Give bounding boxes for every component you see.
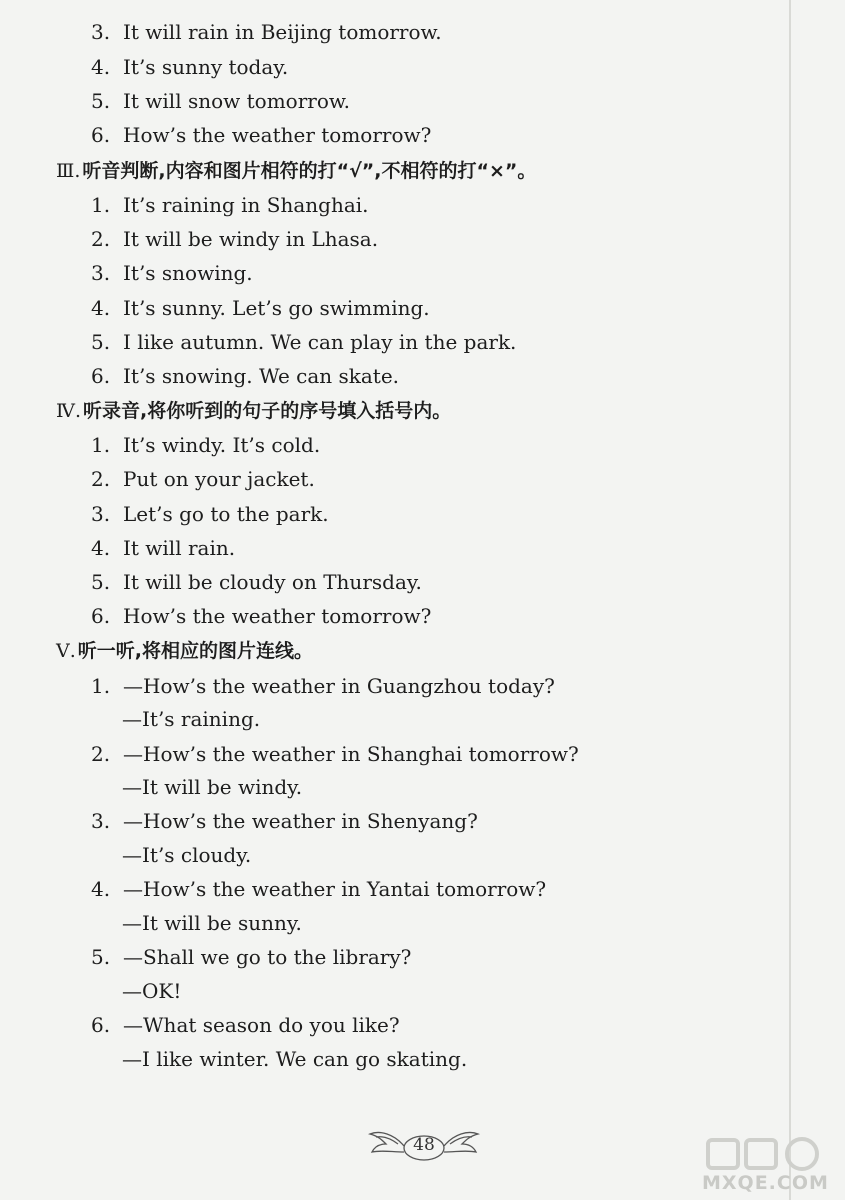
- item-number: 4.: [91, 536, 111, 560]
- item-number: 6.: [91, 123, 111, 147]
- item-number: 5.: [91, 330, 111, 354]
- item-text: It’s raining in Shanghai.: [123, 193, 369, 217]
- item-number: 2.: [91, 227, 111, 251]
- section-numeral: Ⅳ.: [56, 400, 82, 422]
- dialogue-answer: —It’s raining.: [122, 707, 261, 731]
- section-numeral: Ⅴ.: [56, 640, 76, 662]
- section-title: 听音判断,内容和图片相符的打“√”,不相符的打“×”。: [82, 160, 537, 182]
- item-text: It will be cloudy on Thursday.: [123, 570, 422, 594]
- list-item: [91, 466, 315, 492]
- item-text: It’s snowing.: [123, 261, 253, 285]
- item-text: —Shall we go to the library?: [123, 945, 412, 969]
- item-text: —How’s the weather in Shanghai tomorrow?: [123, 742, 579, 766]
- item-text: It will be windy in Lhasa.: [123, 227, 379, 251]
- section-heading-3: [56, 158, 536, 184]
- list-item: [91, 295, 430, 321]
- section-title: 听一听,将相应的图片连线。: [77, 640, 313, 662]
- item-number: 3.: [91, 20, 111, 44]
- watermark-text: MXQE.COM: [702, 1172, 829, 1194]
- list-item: [91, 535, 235, 561]
- dialogue-question: [91, 876, 546, 902]
- item-text: —How’s the weather in Guangzhou today?: [123, 674, 555, 698]
- item-number: 6.: [91, 604, 111, 628]
- list-item: [91, 88, 350, 114]
- dialogue-answer: —It’s cloudy.: [122, 843, 252, 867]
- item-number: 1.: [91, 433, 111, 457]
- dialogue-question: [91, 944, 411, 970]
- list-item: [91, 501, 329, 527]
- dialogue-question: [91, 673, 555, 699]
- item-number: 5.: [91, 570, 111, 594]
- dialogue-question: [91, 741, 579, 767]
- list-item: [91, 603, 431, 629]
- list-item: [91, 226, 378, 252]
- item-text: It’s snowing. We can skate.: [123, 364, 400, 388]
- item-text: It will snow tomorrow.: [123, 89, 350, 113]
- list-item: [91, 363, 399, 389]
- item-number: 4.: [91, 877, 111, 901]
- item-number: 4.: [91, 55, 111, 79]
- list-item: [91, 122, 431, 148]
- list-item: [91, 569, 422, 595]
- item-number: 2.: [91, 467, 111, 491]
- item-text: How’s the weather tomorrow?: [123, 604, 432, 628]
- item-text: —How’s the weather in Yantai tomorrow?: [123, 877, 547, 901]
- item-text: —How’s the weather in Shenyang?: [123, 809, 478, 833]
- list-item: [91, 260, 253, 286]
- item-number: 6.: [91, 364, 111, 388]
- list-item: [91, 19, 442, 45]
- item-text: Put on your jacket.: [123, 467, 315, 491]
- item-number: 3.: [91, 261, 111, 285]
- dialogue-question: [91, 808, 478, 834]
- item-text: It’s windy. It’s cold.: [123, 433, 321, 457]
- dialogue-answer: —I like winter. We can go skating.: [122, 1047, 468, 1071]
- item-text: Let’s go to the park.: [123, 502, 329, 526]
- list-item: [91, 329, 516, 355]
- item-text: It’s sunny today.: [123, 55, 289, 79]
- item-number: 1.: [91, 193, 111, 217]
- section-title: 听录音,将你听到的句子的序号填入括号内。: [83, 400, 452, 422]
- item-number: 1.: [91, 674, 111, 698]
- list-item: [91, 192, 369, 218]
- dialogue-answer: —It will be windy.: [122, 775, 303, 799]
- item-number: 5.: [91, 89, 111, 113]
- item-text: How’s the weather tomorrow?: [123, 123, 432, 147]
- list-item: [91, 54, 288, 80]
- dialogue-answer: —OK!: [122, 979, 182, 1003]
- dialogue-answer: —It will be sunny.: [122, 911, 302, 935]
- item-text: It’s sunny. Let’s go swimming.: [123, 296, 430, 320]
- item-number: 6.: [91, 1013, 111, 1037]
- item-number: 3.: [91, 502, 111, 526]
- item-text: I like autumn. We can play in the park.: [123, 330, 517, 354]
- item-number: 4.: [91, 296, 111, 320]
- item-text: It will rain in Beijing tomorrow.: [123, 20, 442, 44]
- section-heading-5: [56, 638, 313, 664]
- dialogue-question: [91, 1012, 400, 1038]
- item-number: 2.: [91, 742, 111, 766]
- item-text: —What season do you like?: [123, 1013, 400, 1037]
- item-number: 3.: [91, 809, 111, 833]
- item-number: 5.: [91, 945, 111, 969]
- section-heading-4: [56, 398, 451, 424]
- page-number: 48: [413, 1135, 435, 1155]
- section-numeral: Ⅲ.: [56, 160, 81, 182]
- list-item: [91, 432, 320, 458]
- item-text: It will rain.: [123, 536, 236, 560]
